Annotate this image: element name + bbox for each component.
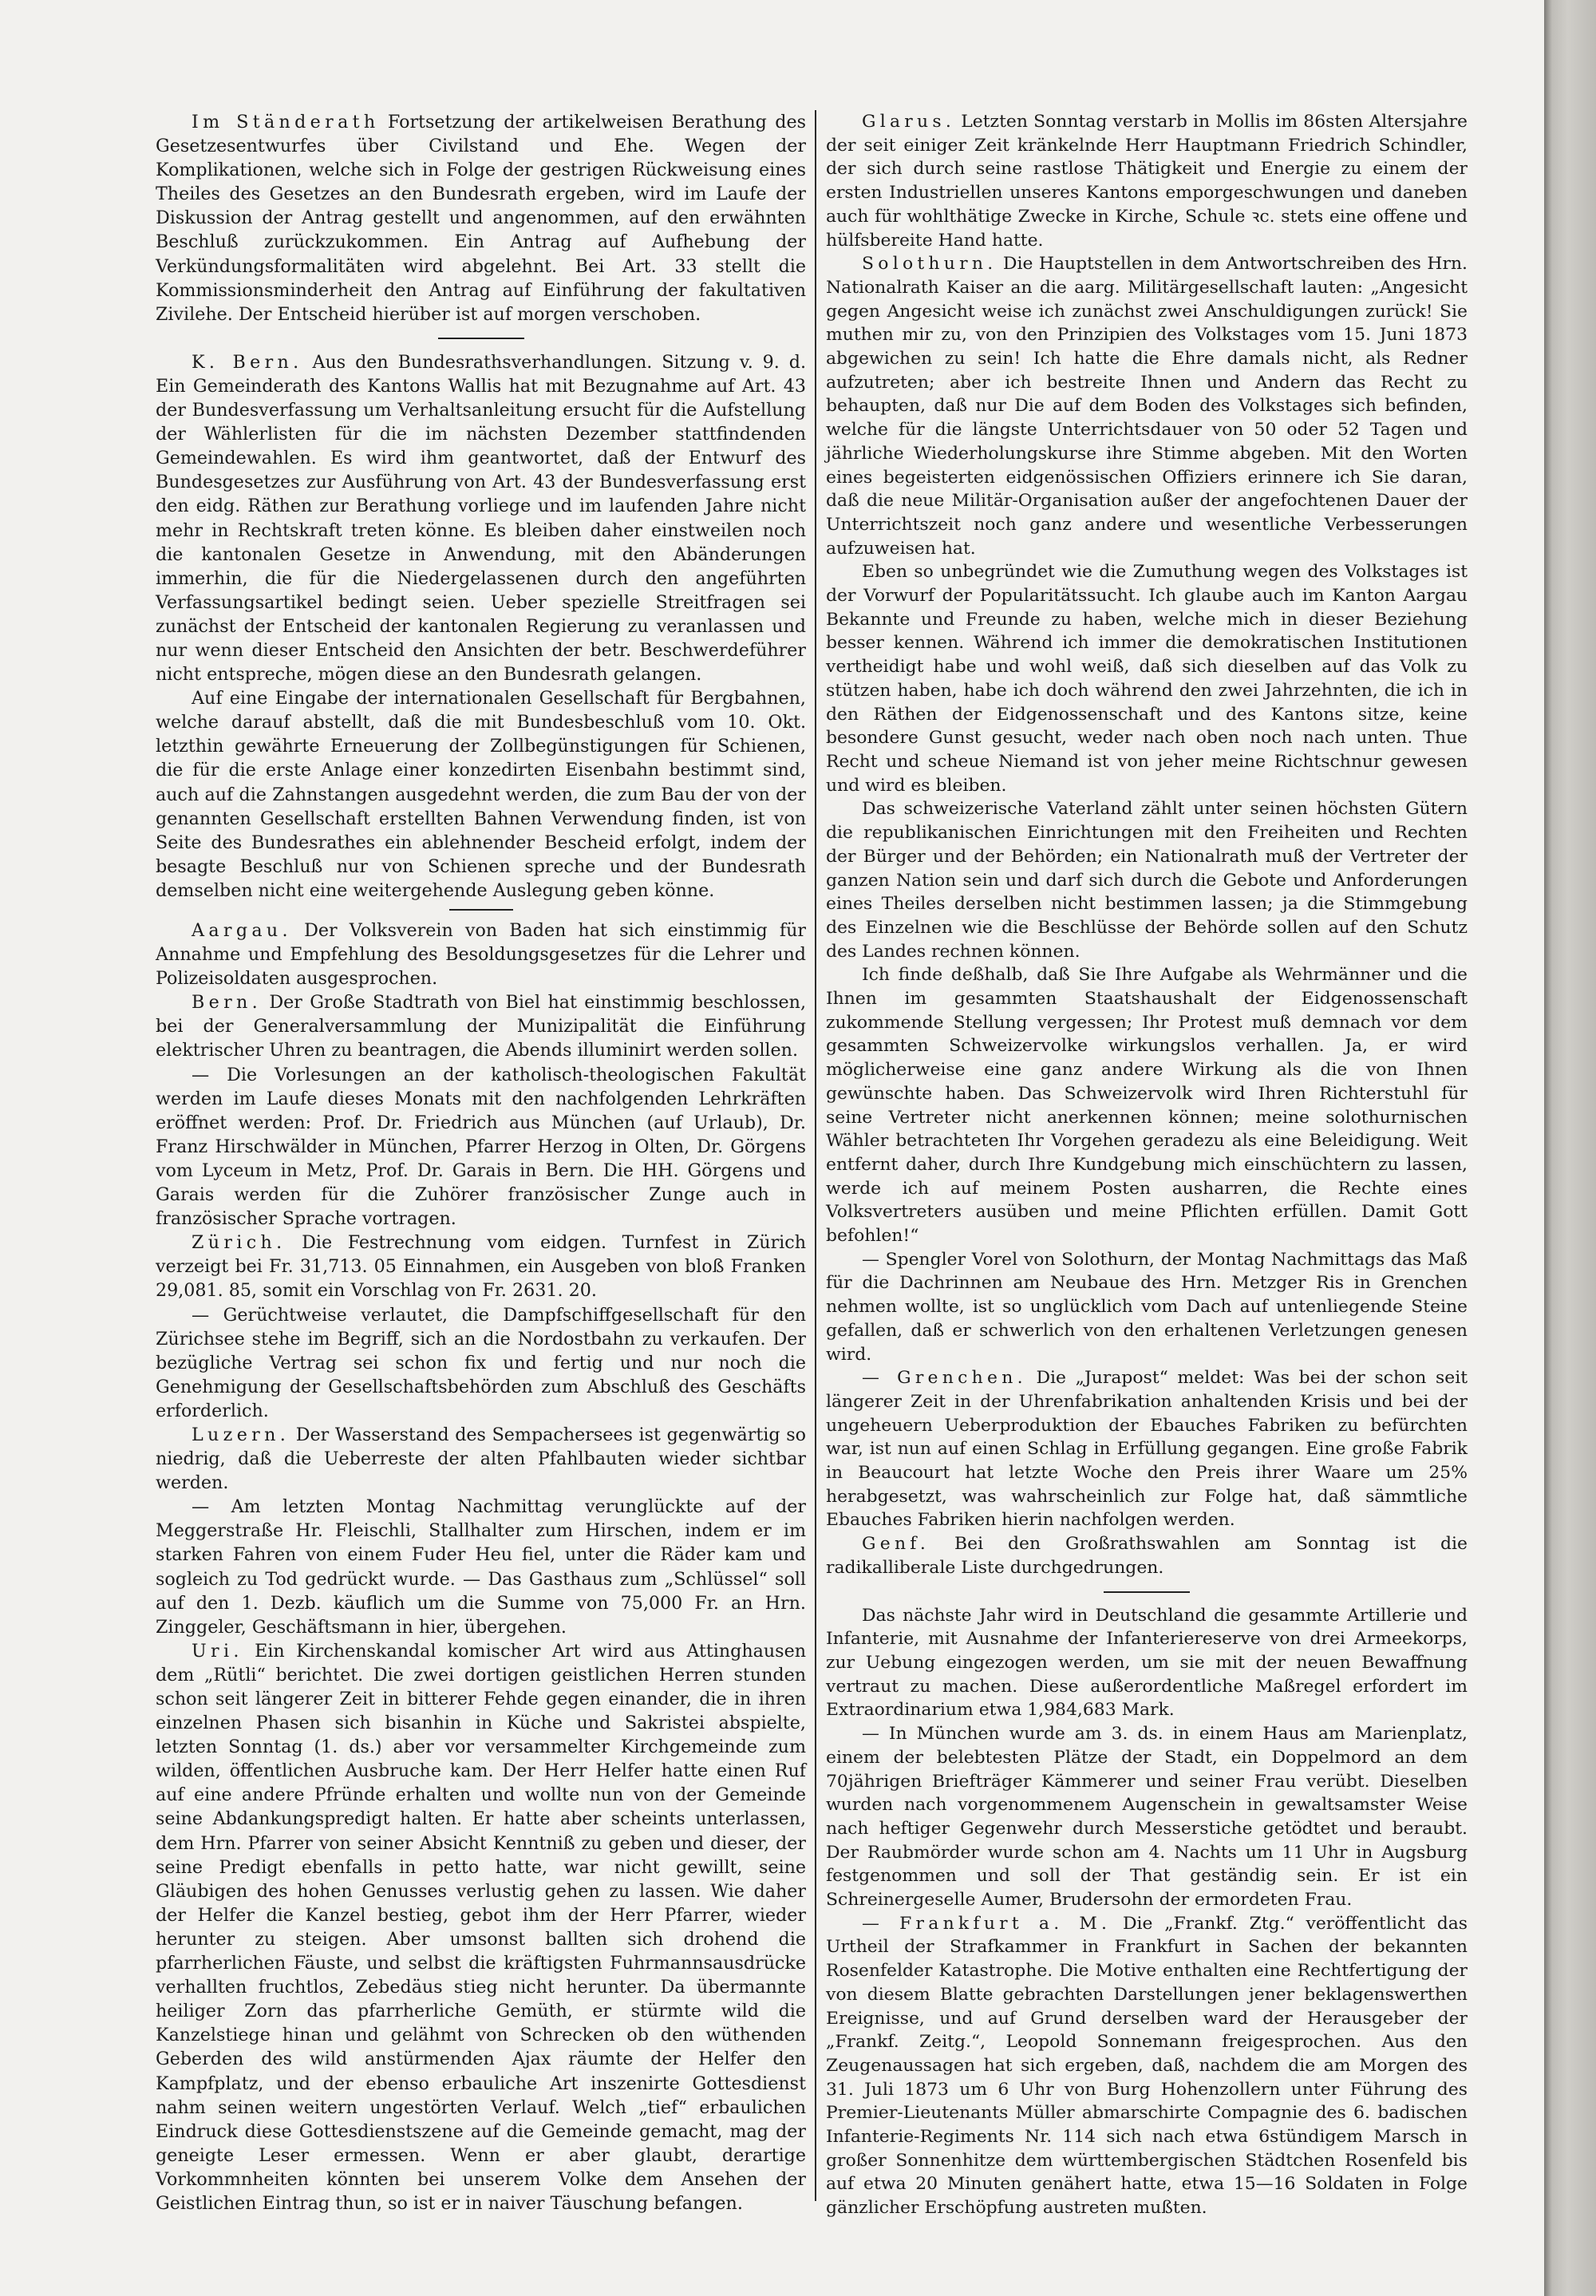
right-column bbox=[826, 110, 1468, 2220]
article-fakultaet bbox=[156, 1063, 806, 1231]
article-text: Das schweizerische Vaterland zählt unter seinen höchsten Gütern die republikanischen Einrichtungen mit den Freiheiten und Rechten der Bürger und der Behörden; ein Nationalrath muß der Vertreter der ganzen Nation sein und darf sich durch die Gebote und Anforderungen eines Theiles derselben nicht bestimmen lassen; ja die Stimmgebung des Einzelnen wie die Beschlüsse der Behörde sollen auf den Schutz des Landes rechnen können. bbox=[826, 799, 1468, 962]
section-rule bbox=[438, 338, 524, 339]
article-glarus bbox=[826, 110, 1468, 252]
article-lead: Aargau. bbox=[192, 920, 292, 941]
article-lead: Im Ständerath bbox=[192, 112, 380, 132]
article-bergbahnen bbox=[156, 686, 806, 903]
article-text: — Die Vorlesungen an der katholisch-theologischen Fakultät werden im Laufe dieses Monats mit den nachfolgenden Lehrkräften eröffnet werden: Prof. Dr. Friedrich aus München (auf Urlaub), Dr. Franz Hirschwälder in München, Pfarrer Herzog in Olten, Dr. Görgens vom Lyceum in Metz, Prof. Dr. Garais in Bern. Die HH. Görgens und Garais werden für die Zuhörer französischer Zunge auch in französischer Sprache vortragen. bbox=[156, 1064, 806, 1230]
section-rule bbox=[1104, 1591, 1190, 1593]
article-text: Das nächste Jahr wird in Deutschland die gesammte Artillerie und Infanterie, mit Ausnahme der Infanteriereserve von drei Armeekorps, zur Uebung eingezogen werden, um sie mit der neuen Bewaffnung vertraut zu machen. Diese außerordentliche Maßregel erfordert im Extraordinarium etwa 1,984,683 Mark. bbox=[826, 1605, 1468, 1721]
article-text: Fortsetzung der artikelweisen Berathung des Gesetzesentwurfes über Civilstand und Ehe. Wegen der Komplikationen, welche sich in Folge der gestrigen Rückweisung eines Theiles des Gesetzes an den Bundesrath ergeben, wird im Laufe der Diskussion der Antrag gestellt und angenommen, auf den erwähnten Beschluß zurückzukommen. Ein Antrag auf Aufhebung der Verkündungsformalitäten wird abgelehnt. Bei Art. 33 stellt die Kommissionsminderheit den Antrag auf Einführung der fakultativen Zivilehe. Der Entscheid hierüber ist auf morgen verschoben. bbox=[156, 112, 806, 325]
article-lead: Glarus. bbox=[862, 112, 956, 132]
article-text: — Spengler Vorel von Solothurn, der Montag Nachmittags das Maß für die Dachrinnen am Neubaue des Hrn. Metzger Ris in Grenchen nehmen wollte, ist so unglücklich vom Dach auf untenliegende Steine gefallen, daß er schwerlich von den erhaltenen Verletzungen genesen wird. bbox=[826, 1249, 1468, 1365]
article-text: Die „Frankf. Ztg.“ veröffentlicht das Urtheil der Strafkammer in Frankfurt in Sachen der bekannten Rosenfelder Katastrophe. Die Motive enthalten eine Rechtfertigung der von diesem Blatte gebrachten Darstellungen jener beklagenswerthen Ereignisse, und auf Grund derselben ward der Herausgeber der „Frankf. Zeitg.“, Leopold Sonnemann freigesprochen. Aus den Zeugenaussagen hat sich ergeben, daß, nachdem die am Morgen des 31. Juli 1873 um 6 Uhr von Burg Hohenzollern unter Führung des Premier-Lieutenants Müller abmarschirte Compagnie des 6. badischen Infanterie-Regiments Nr. 114 sich nach etwa 6stündigem Marsch in großer Sonnenhitze dem württembergischen Städtchen Rosenfeld bis auf etwa 20 Minuten genähert hatte, etwa 15—16 Soldaten in Folge gänzlicher Erschöpfung austreten mußten. bbox=[826, 1913, 1468, 2219]
article-zuerich bbox=[156, 1231, 806, 1302]
article-lead: Luzern. bbox=[192, 1424, 290, 1445]
article-lead: — Grenchen. bbox=[862, 1368, 1027, 1389]
article-bern-biel bbox=[156, 990, 806, 1062]
article-lead: K. Bern. bbox=[192, 351, 303, 373]
article-text: — In München wurde am 3. ds. in einem Haus am Marienplatz, einem der belebtesten Plätze der Stadt, ein Doppelmord an dem 70jährigen Briefträger Kämmerer und seiner Frau verübt. Dieselben wurden nach vorgenommenem Augenschein in gewaltsamster Weise nach heftiger Gegenwehr durch Messerstiche getödtet und beraubt. Der Raubmörder wurde schon am 4. Nachts um 11 Uhr in Augsburg festgenommen und soll der That geständig sein. Er ist ein Schreinergeselle Aumer, Brudersohn der ermordeten Frau. bbox=[826, 1724, 1468, 1911]
article-solothurn bbox=[826, 252, 1468, 560]
article-deutschland bbox=[826, 1604, 1468, 1723]
article-spengler bbox=[826, 1248, 1468, 1367]
page-edge-shadow bbox=[1544, 0, 1596, 2296]
article-text: — Gerüchtweise verlautet, die Dampfschiffgesellschaft für den Zürichsee stehe im Begriff, sich an die Nordostbahn zu verkaufen. Der bezügliche Vertrag sei schon fix und fertig und nur noch die Genehmigung der Gesellschaftsbehörden zum Abschluß des Geschäfts erforderlich. bbox=[156, 1304, 806, 1421]
article-frankfurt bbox=[826, 1912, 1468, 2220]
article-popularitaet bbox=[826, 560, 1468, 797]
article-text: Die „Jurapost“ meldet: Was bei der schon seit längerer Zeit in der Uhrenfabrikation anhaltenden Krisis und bei der ungeheuern Ueberproduktion der Ebauches Fabriken zu befürchten war, ist nun auf einen Schlag in Erfüllung gegangen. Eine große Fabrik in Beaucourt hat letzte Woche den Preis ihrer Waare um 25% herabgesetzt, was wahrscheinlich zur Folge hat, daß sämmtliche Ebauches Fabriken hierin nachfolgen werden. bbox=[826, 1368, 1468, 1531]
article-meggerstrasse bbox=[156, 1495, 806, 1639]
article-text: Ein Kirchenskandal komischer Art wird aus Attinghausen dem „Rütli“ berichtet. Die zwei dortigen geistlichen Herren stunden schon seit längerer Zeit in bitterer Fehde gegen einander, die in ihren einzelnen Phasen sich bisanhin in Küche und Sakristei abspielte, letzten Sonntag (1. ds.) aber vor versammelter Kirchgemeinde zum wilden, öffentlichen Ausbruche kam. Der Herr Helfer hatte einen Ruf auf eine andere Pfründe erhalten und wollte nun von der Gemeinde seine Abdankungspredigt halten. Er hatte aber scheints unterlassen, dem Hrn. Pfarrer von seiner Absicht Kenntniß zu geben und dieser, der seine Predigt ebenfalls in petto hatte, war nicht gewillt, seine Gläubigen des hohen Genusses verlustig gehen zu lassen. Wie daher der Helfer die Kanzel bestieg, gebot ihm der Herr Pfarrer, wieder herunter zu steigen. Aber umsonst ballten sich drohend die pfarrherlichen Fäuste, und selbst die kräftigsten Fuhrmannsausdrücke verhallten fruchtlos, Zebedäus stieg nicht herunter. Da übermannte heiliger Zorn das pfarrherliche Gemüth, er stürmte wild die Kanzelstiege hinan und gelähmt von Schrecken ob den wüthenden Geberden des wild anstürmenden Ajax räumte der Helfer den Kampfplatz, und der ebenso erbauliche Art inszenirte Gottesdienst nahm seinen weitern ungestörten Verlauf. Welch „tief“ erbaulichen Eindruck diese Gottesdienstszene auf die Gemeinde gemacht, mag der geneigte Leser ermessen. Wenn er aber glaubt, derartige Vorkommnheiten könnten bei unserem Volke dem Ansehen der Geistlichen Eintrag thun, so ist er in naiver Täuschung befangen. bbox=[156, 1640, 806, 2214]
article-uri bbox=[156, 1639, 806, 2215]
article-text: Die Festrechnung vom eidgen. Turnfest in Zürich verzeigt bei Fr. 31,713. 05 Einnahmen, ein Ausgeben von bloß Franken 29,081. 85, somit ein Vorschlag von Fr. 2631. 20. bbox=[156, 1232, 806, 1302]
left-column bbox=[156, 110, 806, 2215]
article-luzern bbox=[156, 1423, 806, 1495]
section-rule bbox=[449, 909, 513, 911]
article-text: Bei den Großrathswahlen am Sonntag ist die radikalliberale Liste durchgedrungen. bbox=[826, 1534, 1468, 1578]
article-lead: Uri. bbox=[192, 1640, 243, 1662]
article-lead: Genf. bbox=[862, 1534, 930, 1555]
article-vaterland bbox=[826, 797, 1468, 963]
article-text: — Am letzten Montag Nachmittag verunglückte auf der Meggerstraße Hr. Fleischli, Stallhalter zum Hirschen, indem er im starken Fahren von einem Fuder Heu fiel, unter die Räder kam und sogleich zu Tod gedrückt wurde. — Das Gasthaus zum „Schlüssel“ soll auf den 1. Dezb. käuflich um die Summe von 75,000 Fr. an Hrn. Zinggeler, Geschäftsmann in hier, übergehen. bbox=[156, 1496, 806, 1638]
article-lead: — Frankfurt a. M. bbox=[862, 1913, 1112, 1934]
article-text: Die Hauptstellen in dem Antwortschreiben des Hrn. Nationalrath Kaiser an die aarg. Militärgesellschaft lauten: „Angesicht gegen Angesicht weise ich zunächst zwei Anschuldigungen zurück! Sie muthen mir zu, von den Prinzipien des Volkstages vom 15. Juni 1873 abgewichen zu sein! Ich hatte die Ehre damals nicht, als Redner aufzutreten; aber ich bestreite Ihnen und Andern das Recht zu behaupten, daß nur Die auf dem Boden des Volkstages sich befinden, welche für die längste Unterrichtsdauer von 50 oder 52 Tagen und jährliche Wiederholungskurse ihre Stimme abgeben. Mit den Worten eines begeisterten eidgenössischen Offiziers erinnere ich Sie daran, daß die neue Militär-Organisation außer der angefochtenen Dauer der Unterrichtszeit noch ganz andere und wesentliche Verbesserungen aufzuweisen hat. bbox=[826, 254, 1468, 559]
article-dampfschiff bbox=[156, 1303, 806, 1423]
article-genf bbox=[826, 1532, 1468, 1579]
article-text: Ich finde deßhalb, daß Sie Ihre Aufgabe als Wehrmänner und die Ihnen im gesammten Staatshaushalt der Eidgenossenschaft zukommende Stellung vergessen; Ihr Protest muß demnach vor dem gesammten Schweizervolke wirkungslos verhallen. Ja, er wird möglicherweise eine ganz andere Wirkung als die von Ihnen gewünschte haben. Das Schweizervolk wird Ihren Richterstuhl für seine Vertreter nicht anerkennen können; meine solothurnischen Wähler betrachteten Ihr Vorgehen geradezu als eine Beleidigung. Weit entfernt daher, durch Ihre Kundgebung mich einschüchtern zu lassen, werde ich auf meinem Posten ausharren, die Rechte eines Volksvertreters ausüben und meine Pflichten erfüllen. Damit Gott befohlen!“ bbox=[826, 965, 1468, 1247]
article-text: Der Volksverein von Baden hat sich einstimmig für Annahme und Empfehlung des Besoldungsgesetzes für die Lehrer und Polizeisoldaten ausgesprochen. bbox=[156, 920, 806, 990]
article-staenderath bbox=[156, 110, 806, 326]
article-bern-bundesrath bbox=[156, 350, 806, 686]
article-muenchen bbox=[826, 1722, 1468, 1912]
article-text: Letzten Sonntag verstarb in Mollis im 86sten Altersjahre der seit einiger Zeit kränkelnde Herr Hauptmann Friedrich Schindler, der sich durch seine rastlose Thätigkeit und Energie zu einem der ersten Industriellen unseres Kantons emporgeschwungen und daneben auch für wohlthätige Zwecke in Kirche, Schule ꝛc. stets eine offene und hülfsbereite Hand hatte. bbox=[826, 112, 1468, 251]
article-aargau bbox=[156, 919, 806, 990]
column-divider bbox=[815, 110, 816, 2201]
article-text: Der Wasserstand des Sempachersees ist gegenwärtig so niedrig, daß die Ueberreste der alten Pfahlbauten wieder sichtbar werden. bbox=[156, 1424, 806, 1494]
article-text: Aus den Bundesrathsverhandlungen. Sitzung v. 9. d. Ein Gemeinderath des Kantons Wallis hat mit Bezugnahme auf Art. 43 der Bundesverfassung um Verhaltsanleitung ersucht für die Aufstellung der Wählerlisten für die im nächsten Dezember stattfindenden Gemeindewahlen. Es wird ihm geantwortet, daß der Entwurf des Bundesgesetzes zur Ausführung von Art. 43 der Bundesverfassung erst den eidg. Räthen zur Berathung vorliege und im laufenden Jahre nicht mehr in Rechtskraft treten könne. Es bleiben daher einstweilen noch die kantonalen Gesetze in Anwendung, mit den Abänderungen immerhin, die für die Niedergelassenen durch den angeführten Verfassungsartikel bedingt seien. Ueber spezielle Streitfragen sei zunächst der Entscheid der kantonalen Regierung zu veranlassen und nur wenn dieser Entscheid den Ansichten der betr. Beschwerdeführer nicht entspreche, mögen diese an den Bundesrath gelangen. bbox=[156, 351, 806, 686]
article-lead: Zürich. bbox=[192, 1232, 286, 1254]
article-text: Eben so unbegründet wie die Zumuthung wegen des Volkstages ist der Vorwurf der Popularitätssucht. Ich glaube auch im Kanton Aargau Bekannte und Freunde zu haben, welche mich in dieser Beziehung besser kennen. Während ich immer die demokratischen Institutionen vertheidigt habe und wohl weiß, daß sich dieselben auf das Volk zu stützen haben, habe ich doch während den zwei Jahrzehnten, die ich in den Räthen der Eidgenossenschaft und des Kantons sitze, keine besondere Gunst gesucht, weder nach oben noch nach unten. Thue Recht und scheue Niemand ist von jeher meine Richtschnur gewesen und wird es bleiben. bbox=[826, 562, 1468, 796]
article-wehrmaenner bbox=[826, 963, 1468, 1247]
article-lead: Solothurn. bbox=[862, 254, 998, 275]
article-text: Der Große Stadtrath von Biel hat einstimmig beschlossen, bei der Generalversammlung der Munizipalität die Einführung elektrischer Uhren zu beantragen, die Abends illuminirt werden sollen. bbox=[156, 992, 806, 1061]
article-grenchen bbox=[826, 1366, 1468, 1532]
article-lead: Bern. bbox=[192, 992, 263, 1014]
article-text: Auf eine Eingabe der internationalen Gesellschaft für Bergbahnen, welche darauf abstellt, daß die mit Bundesbeschluß vom 10. Okt. letzthin gewährte Erneuerung der Zollbegünstigungen für Schienen, die für die erste Anlage einer konzedirten Eisenbahn bestimmt sind, auch auf die Zahnstangen ausgedehnt werden, die zum Bau der von der genannten Gesellschaft erstellten Bahnen Verwendung finden, ist von Seite des Bundesrathes ein ablehnender Bescheid erfolgt, indem der besagte Beschluß nur von Schienen spreche und der Bundesrath demselben nicht eine weitergehende Auslegung geben könne. bbox=[156, 688, 806, 901]
